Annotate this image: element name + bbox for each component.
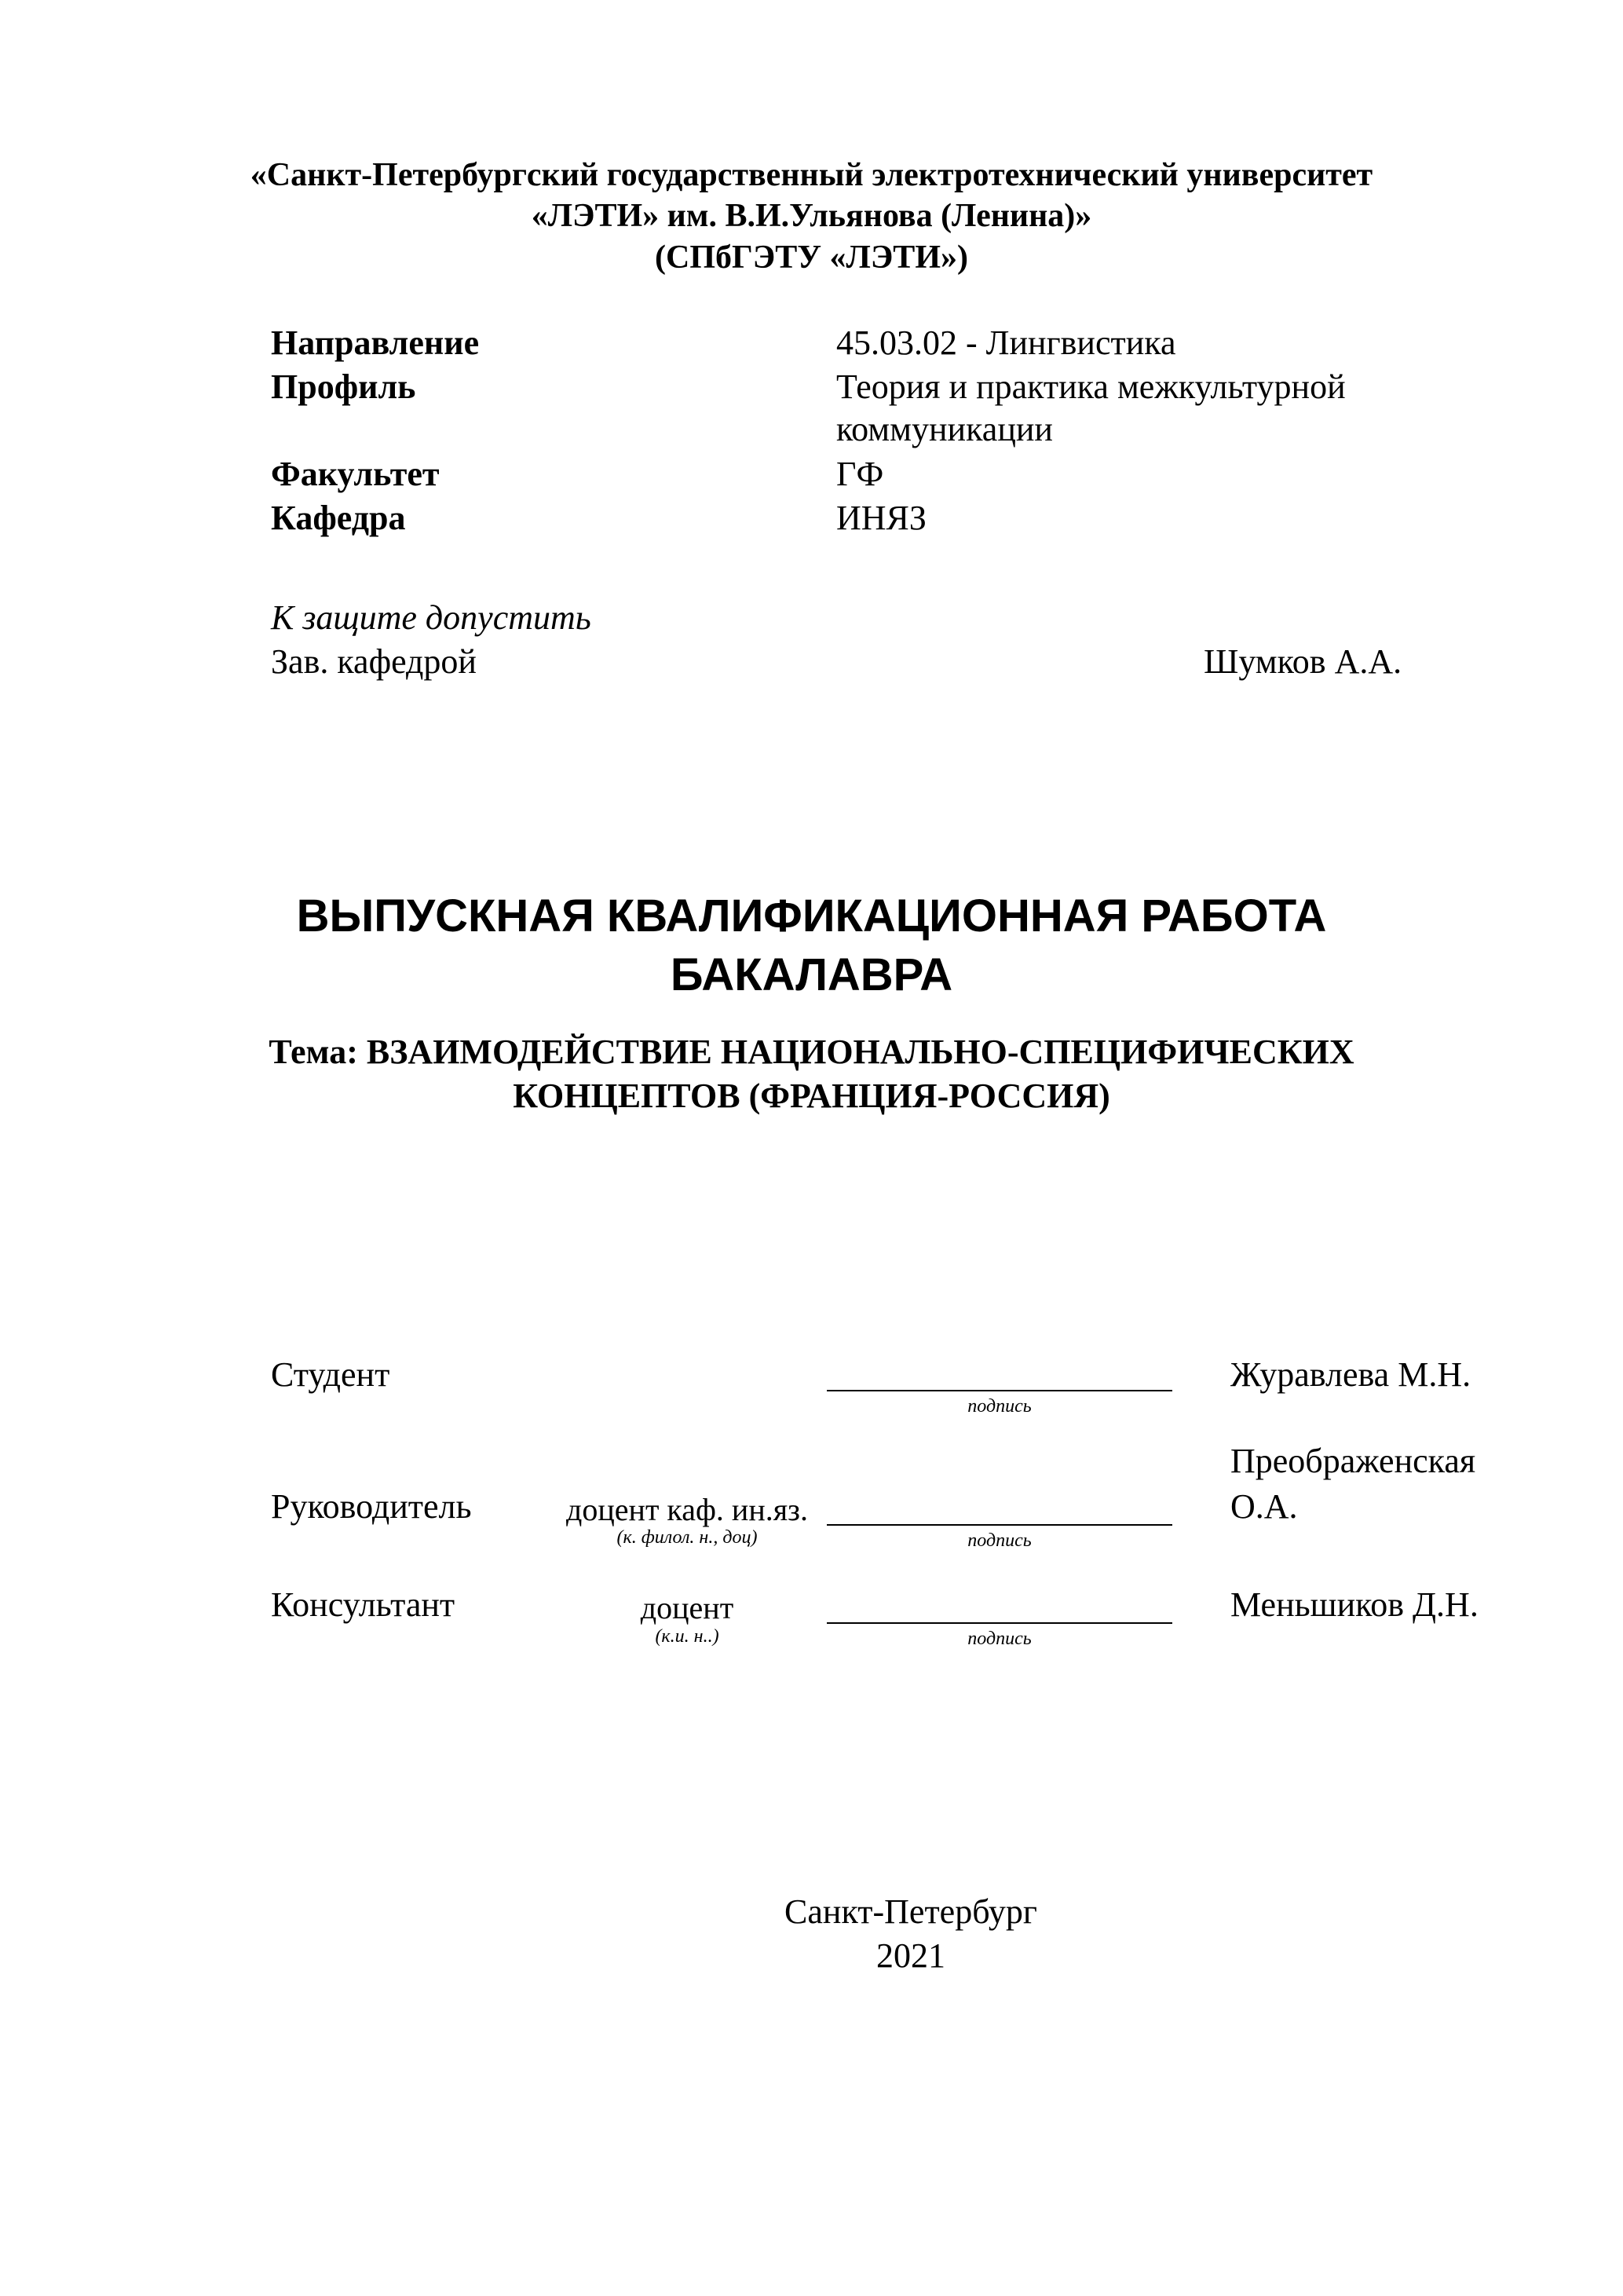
thesis-title-line-2: БАКАЛАВРА: [670, 949, 953, 1000]
head-of-department-name: Шумков А.А.: [1204, 642, 1402, 681]
consultant-degree: (к.и. н..): [655, 1626, 719, 1647]
year: 2021: [876, 1936, 945, 1975]
city: Санкт-Петербург: [784, 1892, 1037, 1931]
supervisor-role: Руководитель: [271, 1487, 472, 1526]
supervisor-name-line-2: О.А.: [1230, 1487, 1298, 1526]
admit-to-defense: К защите допустить: [271, 598, 591, 637]
faculty-value: ГФ: [836, 455, 884, 493]
student-name: Журавлева М.Н.: [1230, 1355, 1471, 1394]
supervisor-position: доцент каф. ин.яз.: [566, 1492, 808, 1527]
consultant-position: доцент: [640, 1590, 734, 1625]
student-role: Студент: [271, 1355, 390, 1394]
student-signature-line: [827, 1390, 1172, 1391]
consultant-role: Консультант: [271, 1585, 455, 1624]
profile-label: Профиль: [271, 367, 416, 406]
direction-label: Направление: [271, 324, 480, 362]
profile-value-line-1: Теория и практика межкультурной: [836, 367, 1346, 406]
faculty-label: Факультет: [271, 455, 440, 493]
department-label: Кафедра: [271, 499, 406, 537]
supervisor-signature-line: [827, 1524, 1172, 1526]
university-name-line-1: «Санкт-Петербургский государственный электротехнический университет: [250, 157, 1373, 193]
supervisor-signature-caption: подпись: [967, 1530, 1032, 1551]
university-name-line-2: «ЛЭТИ» им. В.И.Ульянова (Ленина)»: [531, 198, 1092, 234]
student-signature-caption: подпись: [967, 1396, 1032, 1417]
supervisor-degree: (к. филол. н., доц): [616, 1527, 758, 1548]
thesis-title-line-1: ВЫПУСКНАЯ КВАЛИФИКАЦИОННАЯ РАБОТА: [296, 890, 1327, 941]
department-value: ИНЯЗ: [836, 499, 927, 537]
direction-value: 45.03.02 - Лингвистика: [836, 324, 1176, 362]
profile-value-line-2: коммуникации: [836, 410, 1053, 448]
theme-line-1: Тема: ВЗАИМОДЕЙСТВИЕ НАЦИОНАЛЬНО-СПЕЦИФИЧЕСКИХ: [269, 1033, 1354, 1071]
consultant-signature-line: [827, 1622, 1172, 1624]
head-of-department-label: Зав. кафедрой: [271, 642, 477, 681]
consultant-signature-caption: подпись: [967, 1629, 1032, 1649]
theme-line-2: КОНЦЕПТОВ (ФРАНЦИЯ-РОССИЯ): [513, 1077, 1110, 1115]
consultant-name: Меньшиков Д.Н.: [1230, 1585, 1479, 1624]
supervisor-name-line-1: Преображенская: [1230, 1442, 1476, 1480]
university-abbreviation: (СПбГЭТУ «ЛЭТИ»): [655, 239, 968, 276]
